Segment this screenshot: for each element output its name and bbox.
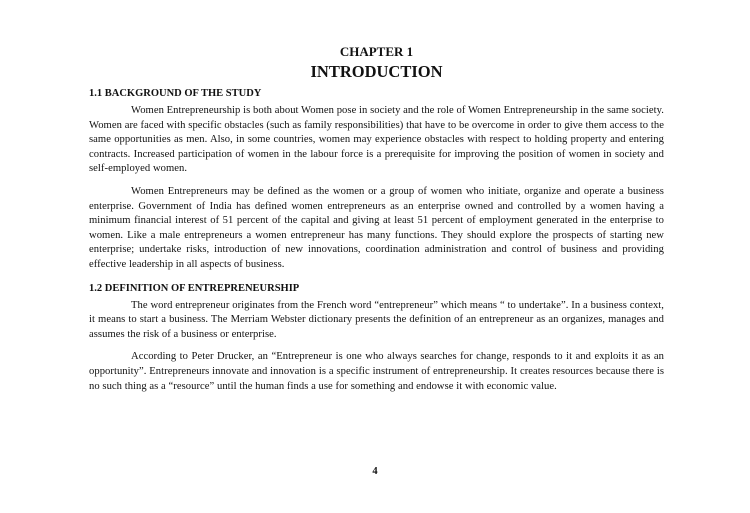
paragraph: According to Peter Drucker, an “Entrepreneur is one who always searches for change, responds to it and exploits it as an opportunity”. Entrepreneurs innovate and innovation is a specific instrument of entrepreneurship. It creates resources because there is no such thing as a “resource” until the human finds a use for something and endowse it with economic value. bbox=[89, 351, 664, 392]
paragraph: The word entrepreneur originates from the French word “entrepreneur” which means “ to undertake”. In a business context, it means to start a business. The Merriam Webster dictionary presents the definition of an entrepreneur as an organizes, manages and assumes the risk of a business or enterprise. bbox=[89, 299, 664, 340]
page-number: 4 bbox=[372, 466, 378, 477]
paragraph: Women Entrepreneurs may be defined as the women or a group of women who initiate, organize and operate a business enterprise. Government of India has defined women entrepreneurs as an enterprise owned and controlled by a women having a minimum financial interest of 51 percent of the capital and giving at least 51 percent of employment generated in the enterprise to women. Like a male entrepreneurs a women entrepreneur has many functions. They should explore the prospects of starting new enterprise; undertake risks, introduction of new innovations, coordination administration and control of business and providing effective leadership in all aspects of business. bbox=[89, 185, 664, 270]
chapter-title: INTRODUCTION bbox=[310, 62, 443, 81]
paragraph: Women Entrepreneurship is both about Women pose in society and the role of Women Entrepreneurship in the same society. Women are faced with specific obstacles (such as family responsibilities) that have to be overcome in order to give them access to the same opportunities as men. Also, in some countries, women may experience obstacles with respect to holding property and entering contracts. Increased participation of women in the labour force is a prerequisite for improving the position of women in society and self-employed women. bbox=[89, 105, 664, 175]
chapter-label: CHAPTER 1 bbox=[339, 44, 414, 59]
section-heading-background: 1.1 BACKGROUND OF THE STUDY bbox=[89, 88, 262, 99]
section-heading-definition: 1.2 DEFINITION OF ENTREPRENEURSHIP bbox=[89, 282, 300, 294]
